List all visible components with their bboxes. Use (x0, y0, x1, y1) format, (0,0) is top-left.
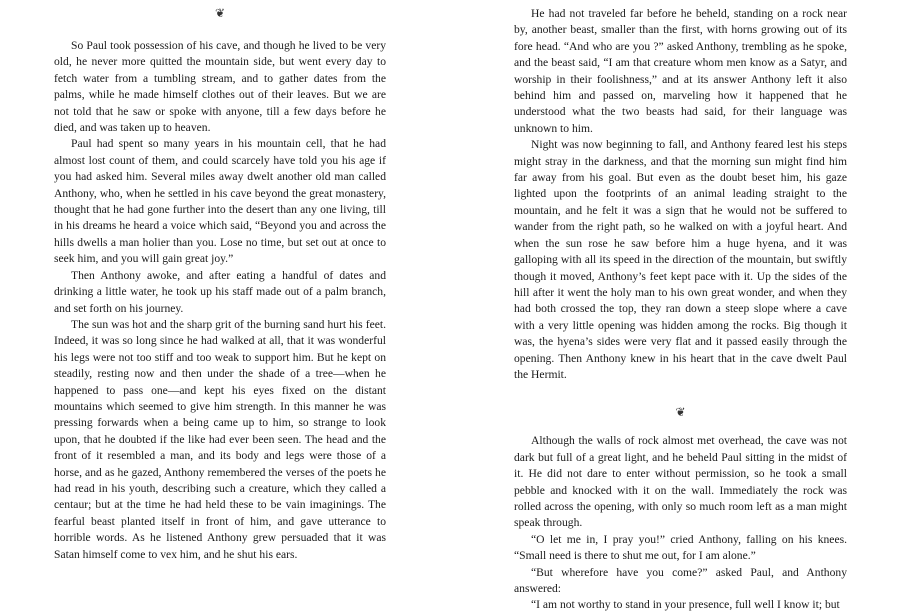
right-paragraph-1: He had not traveled far before he beheld, standing on a rock near by, another beast, smaller than the first, with horns growing out of its fore head. “And who are you ?” asked Anthony, trembling as he spoke, and the beast said, “I am that creature whom men know as a Satyr, and worship in their foolishness,” and at its answer Anthony left it also behind him and passed on, marveling how it happened that he understood what the two beasts had said, for their language was unknown to him. (514, 7, 847, 135)
right-paragraph-6: “I am not worthy to stand in your presence, full well I know it; but (531, 598, 840, 612)
right-top-section (514, 6, 847, 383)
right-paragraph-3: Although the walls of rock almost met overhead, the cave was not dark but full of a great light, and he beheld Paul sitting in the midst of it. He did not dare to enter without permission, so he took a small pebble and knocked with it on the wall. Immediately the rock was rolled across the opening, with only so much room left as a man might speak through. (514, 434, 847, 530)
right-bottom-section (514, 433, 847, 613)
right-paragraph-4: “O let me in, I pray you!” cried Anthony, falling on his knees. “Small need is there to shut me out, for I am alone.” (514, 532, 847, 563)
left-paragraph-3: Then Anthony awoke, and after eating a handful of dates and drinking a little water, he took up his staff made out of a palm branch, and set forth on his journey. (54, 268, 386, 315)
right-paragraph-2: Night was now beginning to fall, and Anthony feared lest his steps might stray in the darkness, and that the morning sun might find him far away from his goal. But even as the doubt beset him, his gaze lighted upon the footprints of an animal leading straight to the mountain, and he felt it was a sign that he would not be suffered to wander from the right path, so he walked on with a joyful heart. And when the sun rose he saw before him a huge hyena, and it was galloping with all its speed in the direction of the mountain, but swiftly though it moved, Anthony’s feet kept pace with it. Up the sides of the hill after it went the holy man to his own great wonder, and when they had both crossed the top, they ran down a steep slope where a cave with a very little opening was hidden among the rocks. Big though it was, the hyena’s sides were very flat and it passed easily through the opening. Then Anthony knew in his heart that in the cave dwelt Paul the Hermit. (514, 138, 847, 381)
left-paragraph-1: So Paul took possession of his cave, and though he lived to be very old, he never more quitted the mountain side, but went every day to fetch water from a tumbling stream, and to gather dates from the palms, while he made himself clothes out of their leaves. But we are not told that he saw or spoke with anyone, till a few days before he died, and was taken up to heaven. (54, 39, 386, 135)
right-paragraph-5: “But wherefore have you come?” asked Paul, and Anthony answered: (514, 565, 847, 595)
left-paragraph-4: The sun was hot and the sharp grit of the burning sand hurt his feet. Indeed, it was so long since he had walked at all, that it was wonderful his legs were not too stiff and too weak to support him. But he kept on steadily, resting now and then under the shade of a tree—when he happened to pass one—and kept his eyes fixed on the distant mountains which seemed to give him strength. In this manner he was pressing forwards when a being came up to him, so strange to look upon, that he doubted if the like had ever been seen. The head and the front of it resembled a man, and its body and legs were those of a horse, and as he gazed, Anthony remembered the verses of the poets he had read in his youth, describing such a creature, which they called a centaur; but at the time he had held these to be vain imaginings. The fearful beast planted itself in front of him, and gave utterance to horrible words. As he listened Anthony grew persuaded that it was Satan himself come to vex him, and he shut his ears. (54, 317, 386, 561)
top-ornament (54, 6, 386, 20)
left-page (54, 0, 386, 561)
fleuron-icon: ❦ (214, 6, 226, 20)
fleuron-icon: ❦ (675, 405, 686, 420)
left-paragraph-2: Paul had spent so many years in his mountain cell, that he had almost lost count of them, and could scarcely have told you his age if you had asked him. Several miles away dwelt another old man called Anthony, who, when he settled in his cave beyond the great monastery, thought that he had gone further into the desert than any one living, till in his dreams he heard a voice which said, “Beyond you and across the hills dwells a man holier than you. Lose no time, but set out at once to seek him, and you will gain great joy.” (54, 137, 386, 266)
section-ornament (514, 405, 847, 419)
right-page (514, 0, 847, 612)
